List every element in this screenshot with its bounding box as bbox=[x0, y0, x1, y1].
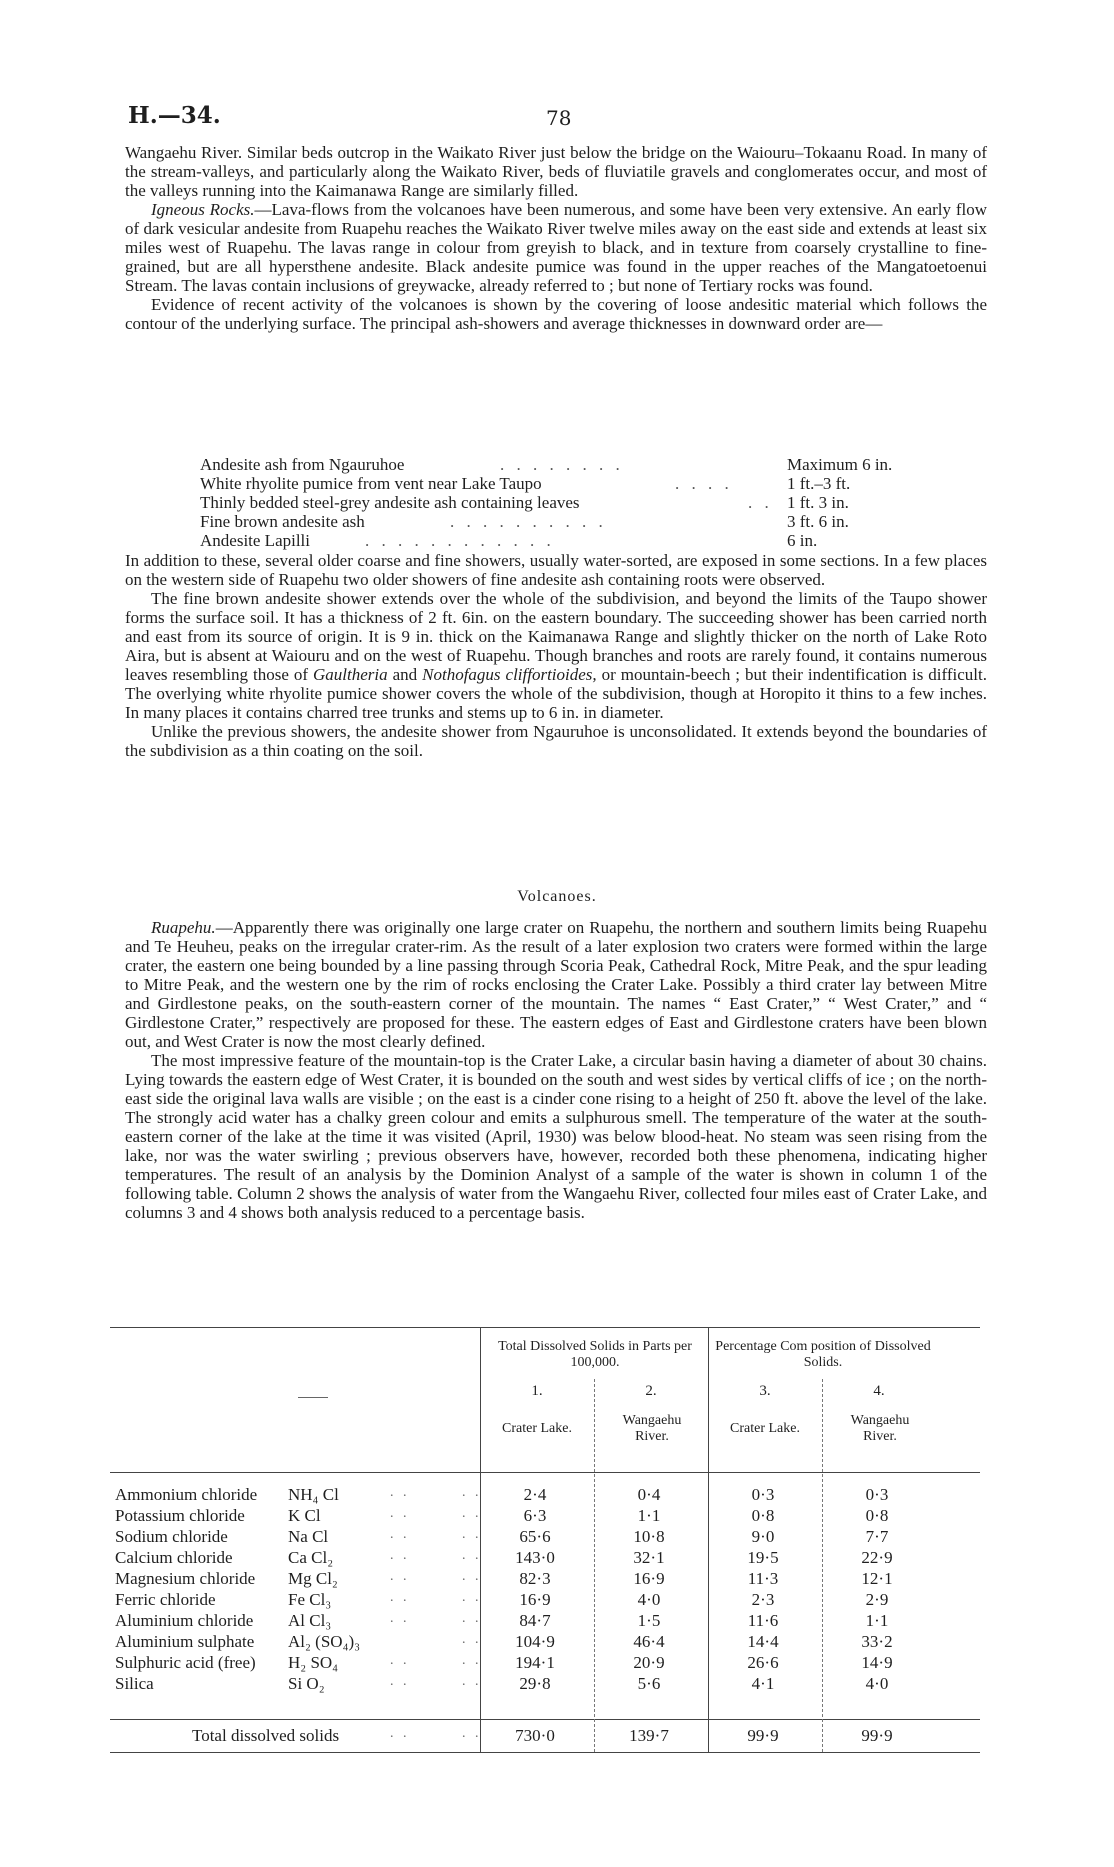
leader-dots: . . bbox=[462, 1653, 482, 1668]
compound-name: Silica bbox=[115, 1674, 154, 1693]
leader-dots: . . . . . . . . . . bbox=[450, 512, 607, 531]
table-cell: 11·3 bbox=[747, 1569, 779, 1588]
column-label: Wangaehu River. bbox=[622, 1413, 682, 1444]
table-cell: 2·9 bbox=[865, 1590, 889, 1609]
table-cell: 0·8 bbox=[865, 1506, 889, 1525]
table-cell: 6·3 bbox=[523, 1506, 547, 1525]
table-cell: 4·0 bbox=[865, 1674, 889, 1693]
table-cell: 5·6 bbox=[637, 1674, 661, 1693]
ash-name: White rhyolite pumice from vent near Lake Taupo bbox=[200, 474, 542, 493]
table-cell: 0·4 bbox=[637, 1485, 661, 1504]
table-cell: 0·3 bbox=[865, 1485, 889, 1504]
leader-dots: . . bbox=[462, 1527, 482, 1542]
compound-name: Magnesium chloride bbox=[115, 1569, 256, 1588]
compound-name: Ammonium chloride bbox=[115, 1485, 258, 1504]
table-cell: 32·1 bbox=[633, 1548, 665, 1567]
leader-dots: . . bbox=[390, 1527, 410, 1542]
text-block-top bbox=[125, 143, 987, 333]
leader-dots: . . bbox=[390, 1485, 410, 1500]
ash-shower-list bbox=[200, 455, 940, 550]
table-cell: 1·1 bbox=[637, 1506, 661, 1525]
genus-name: Gaultheria bbox=[313, 665, 388, 684]
table-rule-header bbox=[110, 1472, 980, 1473]
table-cell: 4·0 bbox=[637, 1590, 661, 1609]
column-number: 1. bbox=[531, 1383, 543, 1399]
table-cell: 22·9 bbox=[861, 1548, 893, 1567]
leader-dots: . . bbox=[390, 1726, 410, 1741]
fine-brown-text-3: or mountain-beech ; but their indentification is difficult. The overlying white rhyolite pumice shower covers the whole of the subdivision, though at Horopito it thins to a few inches. In many places it contains charred tree trunks and stems up to 6 in. in diameter. bbox=[125, 665, 988, 722]
ash-thickness: 6 in. bbox=[787, 531, 818, 550]
table-cell: 20·9 bbox=[633, 1653, 665, 1672]
table-row bbox=[110, 1590, 980, 1610]
fine-brown-text-1: The fine brown andesite shower extends over the whole of the subdivision, and beyond the limits of the Taupo shower forms the surface soil. It has a thickness of 2 ft. 6in. on the eastern boundary. The succeeding shower has been carried north and east from its source of origin. It is 9 in. thick on the Kaimanawa Range and slightly thicker on the north of Lake Roto Aira, but is absent at Waiouru and on the west of Ruapehu. Though branches and roots are rarely found, it contains numerous leaves resembling those of bbox=[125, 589, 987, 684]
fine-brown-text-2: and bbox=[387, 665, 423, 684]
leader-dots: . . bbox=[462, 1590, 482, 1605]
ash-name: Andesite ash from Ngauruhoe bbox=[200, 455, 405, 474]
compound-name: Potassium chloride bbox=[115, 1506, 245, 1525]
compound-formula: Si O₂ bbox=[288, 1674, 325, 1693]
table-cell: 1·5 bbox=[637, 1611, 661, 1630]
fine-brown-paragraph bbox=[125, 589, 987, 722]
total-label: Total dissolved solids bbox=[192, 1726, 340, 1745]
table-cell: 2·4 bbox=[523, 1485, 547, 1504]
compound-formula: H₂ SO₄ bbox=[288, 1653, 339, 1672]
ash-name: Andesite Lapilli bbox=[200, 531, 311, 550]
compound-name: Aluminium chloride bbox=[115, 1611, 254, 1630]
column-label: Wangaehu River. bbox=[850, 1413, 910, 1444]
intro-paragraph: Wangaehu River. Similar beds outcrop in the Waikato River just below the bridge on the Waiouru–Tokaanu Road. In many of the stream-valleys, and particularly along the Waikato River, beds of fluviatile gravels and conglomerates occur, and most of the valleys running into the Kaimanawa Range are similarly filled. bbox=[125, 143, 987, 200]
compound-formula: Fe Cl₃ bbox=[288, 1590, 332, 1609]
ruapehu-lead: Ruapehu. bbox=[151, 918, 216, 937]
crater-lake-paragraph: The most impressive feature of the mountain-top is the Crater Lake, a circular basin having a diameter of about 30 chains. Lying towards the eastern edge of West Crater, it is bounded on the south and west sides by vertical cliffs of ice ; on the north-east side the original lava walls are visible ; on the east is a cinder cone rising to a height of 250 ft. above the level of the lake. The strongly acid water has a chalky green colour and emits a sulphurous smell. The temperature of the water at the south-eastern corner of the lake at the time it was visited (April, 1930) was below blood-heat. No steam was seen rising from the lake, nor was the water swirling ; previous observers have, however, recorded both these phenomena, indicating higher temperatures. The result of an analysis by the Dominion Analyst of a sample of the water is shown in column 1 of the following table. Column 2 shows the analysis of water from the Wangaehu River, collected four miles east of Crater Lake, and columns 3 and 4 shows both analysis reduced to a percentage basis. bbox=[125, 1051, 987, 1222]
ruapehu-paragraph bbox=[125, 918, 987, 1051]
ash-thickness: 1 ft. 3 in. bbox=[787, 493, 849, 512]
species-name: Nothofagus cliffortioides, bbox=[422, 665, 597, 684]
table-cell: 84·7 bbox=[519, 1611, 551, 1630]
table-cell: 14·4 bbox=[747, 1632, 779, 1651]
group-header-ppm: Total Dissolved Solids in Parts per 100,000. bbox=[498, 1339, 692, 1370]
compound-formula: NH₄ Cl bbox=[288, 1485, 339, 1504]
column-label: Crater Lake. bbox=[730, 1421, 800, 1436]
leader-dots: . . bbox=[462, 1674, 482, 1689]
table-cell: 16·9 bbox=[519, 1590, 551, 1609]
table-cell: 1·1 bbox=[865, 1611, 889, 1630]
evidence-paragraph: Evidence of recent activity of the volcanoes is shown by the covering of loose andesitic material which follows the contour of the underlying surface. The principal ash-showers and average thicknesses in downward order are— bbox=[125, 295, 987, 333]
compound-name: Sulphuric acid (free) bbox=[115, 1653, 256, 1672]
table-row bbox=[110, 1569, 980, 1589]
leader-dots: . . bbox=[748, 493, 773, 512]
document-reference: H.—34. bbox=[128, 102, 221, 129]
leader-dots: . . bbox=[390, 1653, 410, 1668]
compound-name: Calcium chloride bbox=[115, 1548, 233, 1567]
table-cell: 33·2 bbox=[861, 1632, 893, 1651]
unlike-paragraph: Unlike the previous showers, the andesite shower from Ngauruhoe is unconsolidated. It extends beyond the boundaries of the subdivision as a thin coating on the soil. bbox=[125, 722, 987, 760]
table-rule-top bbox=[110, 1327, 980, 1328]
leader-dots: . . bbox=[462, 1548, 482, 1563]
list-item bbox=[200, 493, 940, 512]
table-cell: 26·6 bbox=[747, 1653, 779, 1672]
table-cell: 82·3 bbox=[519, 1569, 551, 1588]
table-cell: 9·0 bbox=[751, 1527, 775, 1546]
table-cell: 12·1 bbox=[861, 1569, 893, 1588]
table-cell: 65·6 bbox=[519, 1527, 551, 1546]
compound-formula: K Cl bbox=[288, 1506, 321, 1525]
table-row bbox=[110, 1611, 980, 1631]
table-cell: 14·9 bbox=[861, 1653, 893, 1672]
table-row bbox=[110, 1506, 980, 1526]
table-cell: 11·6 bbox=[747, 1611, 779, 1630]
compound-formula: Al Cl₃ bbox=[288, 1611, 332, 1630]
leader-dots: . . bbox=[390, 1569, 410, 1584]
leader-dots: . . bbox=[462, 1485, 482, 1500]
section-heading: Volcanoes. bbox=[517, 888, 597, 905]
table-rule-bottom bbox=[110, 1752, 980, 1753]
page-number: 78 bbox=[546, 106, 572, 130]
ash-thickness: Maximum 6 in. bbox=[787, 455, 893, 474]
compound-formula: Ca Cl₂ bbox=[288, 1548, 334, 1567]
leader-dots: . . . . . . . . . . . . bbox=[365, 531, 555, 550]
leader-dots: . . . . . . . . bbox=[500, 455, 624, 474]
table-cell: 29·8 bbox=[519, 1674, 551, 1693]
leader-dots: . . bbox=[390, 1611, 410, 1626]
text-block-volcanoes bbox=[125, 918, 987, 1222]
leader-dots: . . bbox=[462, 1726, 482, 1741]
table-cell: 7·7 bbox=[865, 1527, 889, 1546]
leader-dots: . . bbox=[462, 1506, 482, 1521]
list-item bbox=[200, 531, 940, 550]
list-item bbox=[200, 474, 940, 493]
table-cell: 16·9 bbox=[633, 1569, 665, 1588]
list-item bbox=[200, 512, 940, 531]
leader-dots: . . bbox=[390, 1506, 410, 1521]
column-label: Crater Lake. bbox=[502, 1421, 572, 1436]
compound-formula: Al₂ (SO₄)₃ bbox=[288, 1632, 361, 1651]
text-block-middle bbox=[125, 551, 987, 760]
analysis-table bbox=[110, 1327, 980, 1752]
compound-name: Aluminium sulphate bbox=[115, 1632, 255, 1651]
table-cell: 2·3 bbox=[751, 1590, 775, 1609]
ash-thickness: 1 ft.–3 ft. bbox=[787, 474, 851, 493]
column-number: 4. bbox=[873, 1383, 885, 1399]
compound-name: Ferric chloride bbox=[115, 1590, 216, 1609]
leader-dots: . . . . bbox=[675, 474, 733, 493]
igneous-paragraph bbox=[125, 200, 987, 295]
leader-dots: . . bbox=[462, 1569, 482, 1584]
table-rule-total bbox=[110, 1719, 980, 1720]
ruapehu-text: —Apparently there was originally one large crater on Ruapehu, the northern and southern limits being Ruapehu and Te Heuheu, peaks on the irregular crater-rim. As the result of a later explosion two craters were formed within the large crater, the eastern one being bounded by a line passing through Scoria Peak, Cathedral Rock, Mitre Peak, and the spur leading to Mitre Peak, and the western one by the rim of rocks enclosing the Crater Lake. Possibly a third crater lay between Mitre and Girdlestone peaks, on the south-eastern corner of the mountain. The names “ East Crater,” “ West Crater,” and “ Girdlestone Crater,” respectively are proposed for these. The eastern edges of East and Girdlestone craters have been blown out, and West Crater is now the most clearly defined. bbox=[125, 918, 987, 1051]
column-number: 3. bbox=[759, 1383, 771, 1399]
ash-thickness: 3 ft. 6 in. bbox=[787, 512, 849, 531]
table-cell: 4·1 bbox=[751, 1674, 775, 1693]
table-row bbox=[110, 1653, 980, 1673]
table-cell: 139·7 bbox=[629, 1726, 669, 1745]
ash-name: Thinly bedded steel-grey andesite ash containing leaves bbox=[200, 493, 580, 512]
compound-formula: Na Cl bbox=[288, 1527, 329, 1546]
leader-dots: . . bbox=[390, 1548, 410, 1563]
igneous-lead: Igneous Rocks. bbox=[151, 200, 255, 219]
group-header-percentage: Percentage Com position of Dissolved Solids. bbox=[715, 1339, 931, 1370]
leader-dots: . . bbox=[390, 1590, 410, 1605]
table-cell: 0·8 bbox=[751, 1506, 775, 1525]
table-row bbox=[110, 1632, 980, 1652]
table-cell: 104·9 bbox=[515, 1632, 555, 1651]
table-total-row bbox=[110, 1726, 980, 1746]
table-cell: 99·9 bbox=[747, 1726, 779, 1745]
table-cell: 0·3 bbox=[751, 1485, 775, 1504]
table-cell: 194·1 bbox=[515, 1653, 555, 1672]
table-cell: 143·0 bbox=[515, 1548, 555, 1567]
compound-name: Sodium chloride bbox=[115, 1527, 228, 1546]
table-cell: 730·0 bbox=[515, 1726, 555, 1745]
table-cell: 10·8 bbox=[633, 1527, 665, 1546]
leader-dots: . . bbox=[390, 1674, 410, 1689]
leader-dots: . . bbox=[462, 1611, 482, 1626]
table-cell: 46·4 bbox=[633, 1632, 665, 1651]
table-row bbox=[110, 1485, 980, 1505]
leader-dots: . . bbox=[462, 1632, 482, 1647]
table-cell: 99·9 bbox=[861, 1726, 893, 1745]
table-cell: 19·5 bbox=[747, 1548, 779, 1567]
igneous-text: —Lava-flows from the volcanoes have been numerous, and some have been very extensive. An early flow of dark vesicular andesite from Ruapehu reaches the Waikato River twelve miles away on the east side and extends at least six miles west of Ruapehu. The lavas range in colour from greyish to black, and in texture from coarsely crystalline to fine-grained, but are all hypersthene andesite. Black andesite pumice was found in the upper reaches of the Mangatoetoenui Stream. The lavas contain inclusions of greywacke, already referred to ; but none of Tertiary rocks was found. bbox=[125, 200, 988, 295]
table-row bbox=[110, 1674, 980, 1694]
column-number: 2. bbox=[645, 1383, 657, 1399]
compound-formula: Mg Cl₂ bbox=[288, 1569, 338, 1588]
after-list-paragraph: In addition to these, several older coarse and fine showers, usually water-sorted, are exposed in some sections. In a few places on the western side of Ruapehu two older showers of fine andesite ash containing roots were observed. bbox=[125, 551, 987, 589]
list-item bbox=[200, 455, 940, 474]
table-row bbox=[110, 1527, 980, 1547]
ash-name: Fine brown andesite ash bbox=[200, 512, 365, 531]
header-dash bbox=[298, 1397, 328, 1398]
table-row bbox=[110, 1548, 980, 1568]
